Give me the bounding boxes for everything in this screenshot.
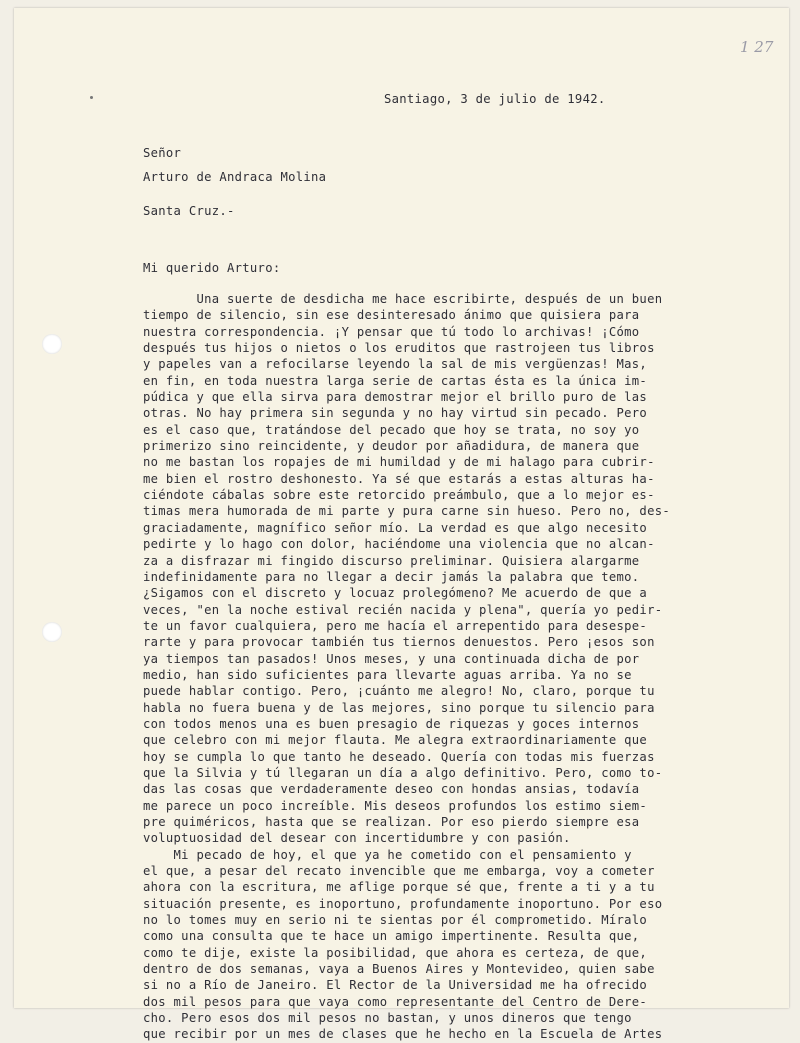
punch-hole-bottom bbox=[42, 622, 62, 642]
body-line: medio, han sido suficientes para llevarte aguas arriba. Ya no se bbox=[143, 667, 632, 682]
body-line: ahora con la escritura, me aflige porque sé que, frente a ti y a tu bbox=[143, 880, 655, 895]
body-line: voluptuosidad del desear con incertidumbre y con pasión. bbox=[143, 831, 571, 846]
body-line: otras. No hay primera sin segunda y no hay virtud sin pecado. Pero bbox=[143, 406, 648, 421]
body-line: ¿Sigamos con el discreto y locuaz prolegómeno? Me acuerdo de que a bbox=[143, 586, 648, 601]
body-line: me bien el rostro deshonesto. Ya sé que estarás a estas alturas ha- bbox=[143, 471, 655, 486]
body-line: Mi pecado de hoy, el que ya he cometido con el pensamiento y bbox=[143, 847, 632, 862]
body-line: que recibir por un mes de clases que he hecho en la Escuela de Artes bbox=[143, 1027, 663, 1042]
body-line: rarte y para provocar también tus tiernos denuestos. Pero ¡esos son bbox=[143, 635, 655, 650]
body-line: te un favor cualquiera, pero me hacía el arrepentido para desespe- bbox=[143, 618, 648, 633]
body-line: puede hablar contigo. Pero, ¡cuánto me alegro! No, claro, porque tu bbox=[143, 684, 655, 699]
body-line: como te dije, existe la posibilidad, que ahora es certeza, de que, bbox=[143, 945, 648, 960]
body-line: tiempo de silencio, sin ese desinteresado ánimo que quisiera para bbox=[143, 308, 640, 323]
body-line: veces, "en la noche estival recién nacida y plena", quería yo pedir- bbox=[143, 602, 663, 617]
body-line: con todos menos una es buen presagio de riquezas y goces internos bbox=[143, 716, 640, 731]
letter-city: Santa Cruz.- bbox=[143, 204, 235, 218]
body-line: como una consulta que te hace un amigo impertinente. Resulta que, bbox=[143, 929, 640, 944]
body-line: nuestra correspondencia. ¡Y pensar que tú todo lo archivas! ¡Cómo bbox=[143, 324, 640, 339]
body-line: es el caso que, tratándose del pecado que hoy se trata, no soy yo bbox=[143, 422, 640, 437]
body-line: hoy se cumpla lo que tanto he deseado. Quería con todas mis fuerzas bbox=[143, 749, 655, 764]
letter-greeting: Mi querido Arturo: bbox=[143, 261, 281, 275]
body-line: primerizo sino reincidente, y deudor por añadidura, de manera que bbox=[143, 439, 640, 454]
body-line: si no a Río de Janeiro. El Rector de la Universidad me ha ofrecido bbox=[143, 978, 648, 993]
body-line: no me bastan los ropajes de mi humildad y de mi halago para cubrir- bbox=[143, 455, 655, 470]
body-line: el que, a pesar del recato invencible que me embarga, voy a cometer bbox=[143, 864, 655, 879]
body-line: habla no fuera buena y de las mejores, sino porque tu silencio para bbox=[143, 700, 655, 715]
letter-salutation: Señor bbox=[143, 146, 182, 160]
body-line: Una suerte de desdicha me hace escribirte, después de un buen bbox=[143, 292, 663, 306]
body-line: en fin, en toda nuestra larga serie de cartas ésta es la única im- bbox=[143, 373, 648, 388]
body-line: ciéndote cábalas sobre este retorcido preámbulo, que a lo mejor es- bbox=[143, 488, 655, 503]
letter-page bbox=[14, 8, 789, 1042]
body-line: pre quiméricos, hasta que se realizan. Por eso pierdo siempre esa bbox=[143, 815, 640, 829]
body-line: timas mera humorada de mi parte y pura carne sin hueso. Pero no, des- bbox=[143, 504, 670, 519]
letter-body bbox=[143, 291, 670, 1043]
punch-hole-top bbox=[42, 334, 62, 354]
body-line: y papeles van a refocilarse leyendo la sal de mis vergüenzas! Mas, bbox=[143, 357, 648, 372]
body-line: situación presente, es inoportuno, profundamente inoportuno. Por eso bbox=[143, 896, 663, 911]
body-line: dos mil pesos para que vaya como representante del Centro de Dere- bbox=[143, 994, 648, 1009]
body-line: ya tiempos tan pasados! Unos meses, y una continuada dicha de por bbox=[143, 651, 640, 666]
archive-number: 1 27 bbox=[740, 38, 774, 56]
body-line: dentro de dos semanas, vaya a Buenos Aires y Montevideo, quien sabe bbox=[143, 962, 655, 977]
body-line: indefinidamente para no llegar a decir jamás la palabra que temo. bbox=[143, 569, 640, 584]
letter-recipient: Arturo de Andraca Molina bbox=[143, 170, 327, 184]
body-line: no lo tomes muy en serio ni te sientas por él comprometido. Míralo bbox=[143, 913, 648, 928]
body-line: me parece un poco increíble. Mis deseos profundos los estimo siem- bbox=[143, 798, 648, 813]
body-line: pedirte y lo hago con dolor, haciéndome una violencia que no alcan- bbox=[143, 537, 655, 552]
body-line: za a disfrazar mi fingido discurso preliminar. Quisiera alargarme bbox=[143, 553, 640, 568]
body-line: púdica y que ella sirva para demostrar mejor el brillo puro de las bbox=[143, 390, 648, 405]
body-line: después tus hijos o nietos o los eruditos que rastrojeen tus libros bbox=[143, 341, 655, 356]
letter-date: Santiago, 3 de julio de 1942. bbox=[384, 92, 606, 106]
body-line: graciadamente, magnífico señor mío. La verdad es que algo necesito bbox=[143, 520, 648, 535]
body-line: cho. Pero esos dos mil pesos no bastan, y unos dineros que tengo bbox=[143, 1011, 632, 1026]
ink-speck bbox=[90, 96, 93, 99]
body-line: que la Silvia y tú llegaran un día a algo definitivo. Pero, como to- bbox=[143, 765, 663, 780]
body-line: das las cosas que verdaderamente deseo con hondas ansias, todavía bbox=[143, 782, 640, 797]
body-line: que celebro con mi mejor flauta. Me alegra extraordinariamente que bbox=[143, 733, 648, 748]
